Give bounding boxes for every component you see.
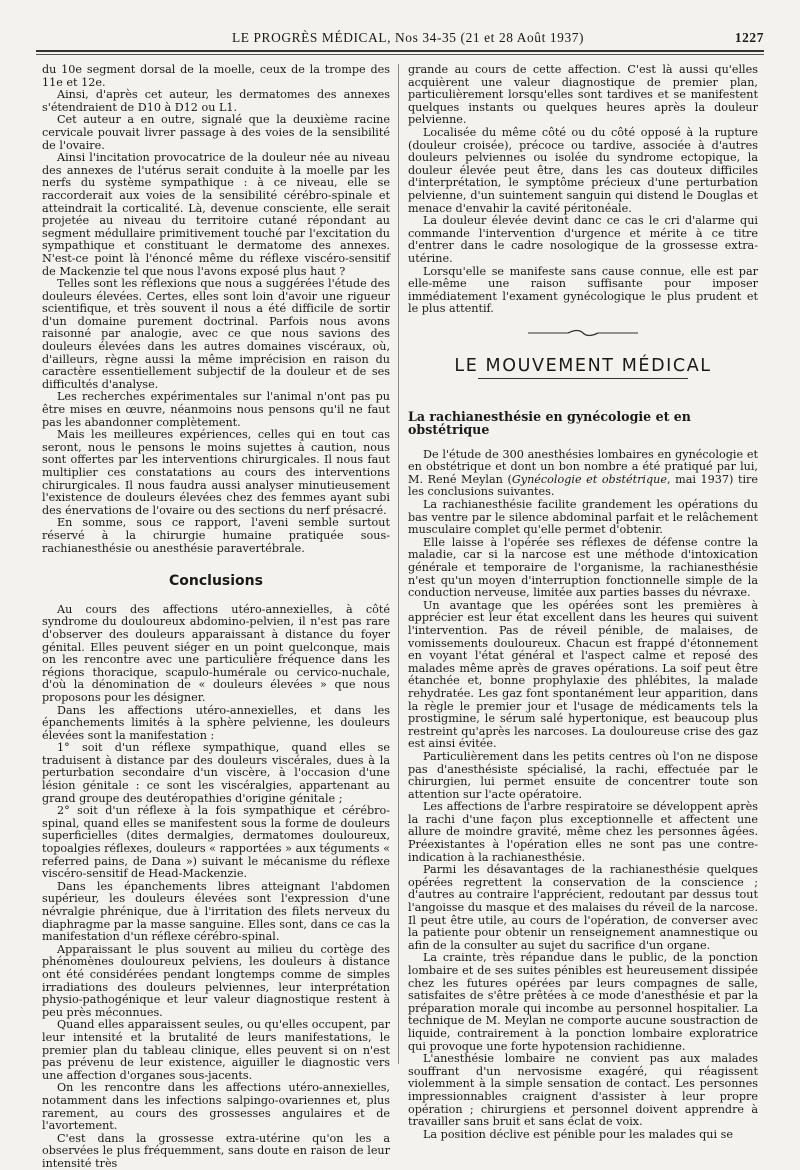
paragraph: Un avantage que les opérées sont les premières à apprécier est leur état excellent dans les heures qui suivent l'intervention. Pas de réveil pénible, de malaises, de vomissements douloureux. Chacun est frappé d'étonnement en voyant l'état général et l'aspect calme et reposé des malades même après de graves opérations. La soif peut être étanchée et, bonne prophylaxie des phlébites, la malade rehydratée. Les gaz font spontanément leur apparition, dans la règle le premier jour et l'usage de médicaments tels la prostigmine, le sérum salé hypertonique, est beaucoup plus restreint qu'après les narcoses. La douloureuse crise des gaz est ainsi évitée. xyxy=(408,598,758,751)
paragraph: La douleur élevée devint danc ce cas le cri d'alarme qui commande l'intervention d'urgence et mérite à ce titre d'entrer dans le cadre nosologique de la grossesse extra-utérine. xyxy=(408,214,758,265)
paragraph: Mais les meilleures expériences, celles qui en tout cas seront, nous le pensons le moins sujettes à caution, nous sont offertes par les interventions chirurgicales. Il nous faut multiplier ces constatations au cours des interventions chirurgicales. Il nous faudra aussi analyser minutieusement l'existence de douleurs élevées chez des femmes ayant subi des énervations de l'ovaire ou des sections du nerf présacré. xyxy=(42,428,390,517)
rubric-title: LE MOUVEMENT MÉDICAL xyxy=(454,355,712,376)
paragraph: Les affections de l'arbre respiratoire se développent après la rachi d'une façon plus exceptionnelle et affectent une allure de moindre gravité, même chez les personnes âgées. Préexistantes à l'opération elles ne sont pas une contre-indication à la rachianesthésie. xyxy=(408,800,758,864)
header-rule xyxy=(36,50,764,52)
right-column xyxy=(408,64,758,1141)
paragraph: La rachianesthésie facilite grandement les opérations du bas ventre par le silence abdominal parfait et le relâchement musculaire complet qu'elle permet d'obtenir. xyxy=(408,498,758,537)
paragraph: 2° soit d'un réflexe à la fois sympathique et cérébro-spinal, quand elles se manifestent sous la forme de douleurs superficielles (dites dermalgies, dermatomes douloureux, topoalgies réflexes, douleurs « rapportées » aux téguments « referred pains, de Dana ») suivant le mécanisme du réflexe viscéro-sensitif de Head-Mackenzie. xyxy=(42,804,390,881)
page-header xyxy=(36,30,764,50)
paragraph: Telles sont les réflexions que nous a suggérées l'étude des douleurs élevées. Certes, elles sont loin d'avoir une rigueur scientifique, et très souvent il nous a été difficile de sortir d'un domaine purement doctrinal. Parfois nous avons raisonné par analogie, avec ce que nous savions des douleurs élevées dans les autres domaines viscéraux, où, d'ailleurs, règne aussi la même imprécision en raison du caractère essentiellement subjectif de la douleur et de ses difficultés d'analyse. xyxy=(42,277,390,391)
rubric-rule xyxy=(478,378,688,379)
paragraph: Ainsi, d'après cet auteur, les dermatomes des annexes s'étendraient de D10 à D12 ou L1. xyxy=(42,88,390,114)
paragraph: Parmi les désavantages de la rachianesthésie quelques opérées regrettent la conservation de la conscience ; d'autres au contraire l'apprécient, redoutant par dessus tout l'angoisse du masque et des malaises du réveil de la narcose. Il peut être utile, au cours de l'opération, de converser avec la patiente pour obtenir un renseignement anamnestique ou afin de la consulter au sujet du sacrifice d'un organe. xyxy=(408,863,758,952)
paragraph: du 10e segment dorsal de la moelle, ceux de la trompe des 11e et 12e. xyxy=(42,63,390,89)
paragraph: Localisée du même côté ou du côté opposé à la rupture (douleur croisée), précoce ou tardive, associée à d'autres douleurs pelviennes ou isolée du syndrome ectopique, la douleur élevée peut être, dans les cas douteux difficiles d'interprétation, le symptôme précieux d'une perturbation pelvienne, d'un suintement sanguin qui distend le Douglas et menace d'envahir la cavité péritonéale. xyxy=(408,125,758,215)
column-divider xyxy=(398,64,399,1064)
article-intro-text: De l'étude de 300 anesthésies lombaires en gynécologie et en obstétrique et dont un bon nombre a été pratiqué par lui, M. René Meylan ( xyxy=(408,447,758,486)
ornament-flourish-icon xyxy=(528,328,638,338)
paragraph: Au cours des affections utéro-annexielles, à côté syndrome du douloureux abdomino-pelvien, il n'est pas rare d'observer des douleurs apparaissant à distance du foyer génital. Elles peuvent siéger en un point quelconque, mais on les rencontre avec une particulière fréquence dans les régions thoracique, scapulo-humérale ou cervico-nuchale, d'où la dénomination de « douleurs élevées » que nous proposons pour les désigner. xyxy=(42,602,390,704)
paragraph: Particulièrement dans les petits centres où l'on ne dispose pas d'anesthésiste spécialisé, la rachi, effectuée par le chirurgien, lui permet ensuite de concentrer toute son attention sur l'acte opératoire. xyxy=(408,749,758,801)
paragraph: L'anesthésie lombaire ne convient pas aux malades souffrant d'un nervosisme exagéré, qui réagissent violemment à la simple sensation de contact. Les personnes impressionnables craignent d'assister à leur propre opération ; chirurgiens et personnel doivent apprendre à travailler sans bruit et sans éclat de voix. xyxy=(408,1052,758,1129)
paragraph: Dans les affections utéro-annexielles, et dans les épanchements limités à la sphère pelvienne, les douleurs élevées sont la manifestation : xyxy=(42,703,390,742)
header-rule-thin xyxy=(36,54,764,55)
page-number: 1227 xyxy=(734,30,764,45)
paragraph: Lorsqu'elle se manifeste sans cause connue, elle est par elle-même une raison suffisante pour imposer immédiatement l'exament gynécologique le plus prudent et le plus attentif. xyxy=(408,264,758,316)
paragraph: C'est dans la grossesse extra-utérine qu'on les a observées le plus fréquemment, sans doute en raison de leur intensité très xyxy=(42,1131,390,1170)
paragraph: Apparaissant le plus souvent au milieu du cortège des phénomènes douloureux pelviens, les douleurs à distance ont été considérées pendant longtemps comme de simples irradiations des douleurs pelviennes, leur interprétation physio-pathogénique et leur valeur diagnostique restent à peu près méconnues. xyxy=(42,942,390,1019)
paragraph: En somme, sous ce rapport, l'aveni semble surtout réservé à la chirurgie humaine pratiquée sous-rachianesthésie ou anesthésie paravertébrale. xyxy=(42,516,390,555)
paragraph: On les rencontre dans les affections utéro-annexielles, notamment dans les infections salpingo-ovariennes et, plus rarement, au cours des grossesses angulaires et de l'avortement. xyxy=(42,1081,390,1133)
paragraph: Ainsi l'incitation provocatrice de la douleur née au niveau des annexes de l'utérus serait conduite à la moelle par les nerfs du système sympathique : à ce niveau, elle se raccorderait aux voies de la sensibilité cérébro-spinale et atteindrait la corticalité. Là, devenue consciente, elle serait projetée au niveau du territoire cutané répondant au segment médullaire primitivement touché par l'excitation du sympathique et constituant le dermatome des annexes. N'est-ce point là l'énoncé même du réflexe viscéro-sensitif de Mackenzie tel que nous l'avons exposé plus haut ? xyxy=(42,151,390,278)
conclusions-heading: Conclusions xyxy=(169,573,263,590)
running-title: LE PROGRÈS MÉDICAL, Nos 34-35 (21 et 28 Août 1937) xyxy=(232,30,585,45)
paragraph: Les recherches expérimentales sur l'animal n'ont pas pu être mises en œuvre, néanmoins nous pensons qu'il ne faut pas les abandonner complètement. xyxy=(42,390,390,429)
paragraph: 1° soit d'un réflexe sympathique, quand elles se traduisent à distance par des douleurs viscérales, dues à la perturbation secondaire d'un viscère, à l'occasion d'une lésion génitale : ce sont les viscéralgies, appartenant au grand groupe des deutéropathies d'origine génitale ; xyxy=(42,741,390,805)
paragraph: Elle laisse à l'opérée ses réflexes de défense contre la maladie, car si la narcose est une méthode d'intoxication générale et temporaire de l'organisme, la rachianesthésie n'est qu'un moyen d'interruption fonctionnelle simple de la conduction nerveuse, limitée aux parties basses du névraxe. xyxy=(408,535,758,600)
article-intro-end: , mai 1937) tire les conclusions suivantes. xyxy=(408,472,759,499)
left-column xyxy=(42,64,390,1170)
article-intro xyxy=(408,449,758,499)
paragraph: La crainte, très répandue dans le public, de la ponction lombaire et de ses suites pénibles est heureusement dissipée chez les futures opérées par leurs compagnes de salle, satisfaites de s'être prêtées à ce mode d'anesthésie et par la préparation morale qui incombe au personnel hospitalier. La technique de M. Meylan ne comporte aucune soustraction de liquide, contrairement à la ponction lombaire exploratrice qui provoque une forte hypotension rachidienne. xyxy=(408,951,758,1053)
paragraph: Dans les épanchements libres atteignant l'abdomen supérieur, les douleurs élevées sont l'expression d'une névralgie phrénique, due à l'irritation des filets nerveux du diaphragme par la masse sanguine. Elles sont, dans ce cas la manifestation d'un réflexe cérébro-spinal. xyxy=(42,879,390,944)
paragraph: Cet auteur a en outre, signalé que la deuxième racine cervicale pouvait livrer passage à des voies de la sensibilité de l'ovaire. xyxy=(42,113,390,152)
paragraph: Quand elles apparaissent seules, ou qu'elles occupent, par leur intensité et la brutalité de leurs manifestations, le premier plan du tableau clinique, elles peuvent si on n'est pas prévenu de leur existence, aiguiller le diagnostic vers une affection d'organes sous-jacents. xyxy=(42,1018,390,1082)
article-source: Gynécologie et obstétrique xyxy=(511,472,667,486)
paragraph: La position déclive est pénible pour les malades qui se xyxy=(423,1127,734,1141)
ornament-divider xyxy=(408,328,758,340)
paragraph: grande au cours de cette affection. C'est là aussi qu'elles acquièrent une valeur diagnostique de premier plan, particulièrement lorsqu'elles sont tardives et se manifestent quelques instants ou quelques heures après la douleur pelvienne. xyxy=(408,63,758,127)
article-title: La rachianesthésie en gynécologie et en obstétrique xyxy=(408,409,691,438)
